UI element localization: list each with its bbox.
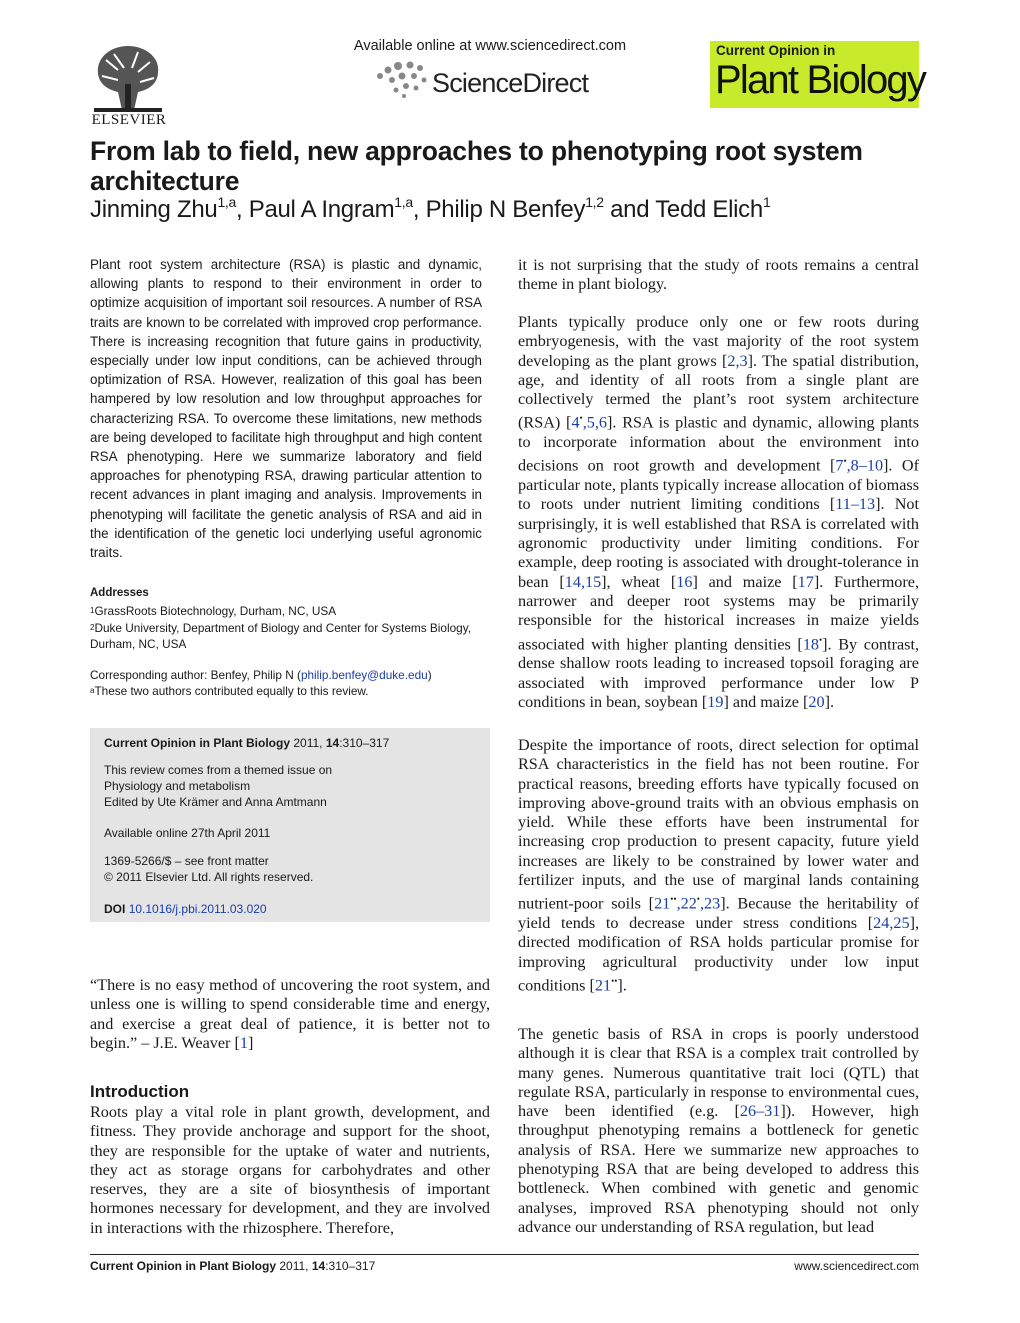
doi-label: DOI [104, 902, 126, 916]
citation-link[interactable]: ,22 [676, 894, 697, 913]
epigraph-quote [90, 976, 490, 1053]
address-sup: 1 [90, 606, 95, 615]
citation-link[interactable]: 4 [571, 413, 580, 432]
text: ]. Not surprisingly, it is well established that RSA is correlated with agronomic productivity under limiting conditions. For example, deep rooting is associated with drought-tolerance in bean [ [518, 495, 920, 591]
citation-link[interactable]: ,23 [699, 894, 721, 913]
corresponding-author [90, 667, 482, 683]
doi-link[interactable]: 10.1016/j.pbi.2011.03.020 [128, 902, 267, 916]
footer-website[interactable]: www.sciencedirect.com [794, 1259, 919, 1273]
author-name: Philip N Benfey [425, 196, 586, 223]
article-title: From lab to field, new approaches to phenotyping root system architecture [90, 136, 863, 196]
text: ], wheat [ [601, 572, 677, 591]
citation-mark: •• [611, 975, 618, 986]
text: ] and maize [ [723, 692, 809, 711]
author-affiliation: 1,a [217, 194, 236, 210]
sciencedirect-dots-icon [374, 60, 430, 100]
footer-volume: 14 [311, 1259, 326, 1273]
infobox-copyright: © 2011 Elsevier Ltd. All rights reserved. [104, 870, 314, 884]
citation-link[interactable]: 21 [654, 894, 671, 913]
corresponding-label: Corresponding author: Benfey, Philip N ( [90, 668, 301, 682]
journal-logo-title: Plant Biology [715, 58, 926, 102]
text: ], directed modification of RSA holds particular promise for improving agricultural productivity under low input conditions [ [518, 914, 919, 995]
address-text: Duke University, Department of Biology and Center for Systems Biology, Durham, NC, USA [90, 621, 472, 651]
citation-link[interactable]: 14,15 [564, 572, 602, 591]
author-separator: , [412, 196, 426, 223]
author-name: Tedd Elich [655, 196, 763, 223]
infobox-issn: 1369-5266/$ – see front matter [104, 854, 269, 868]
text: ]. By contrast, dense shallow roots leading to increased topsoil foraging are associated with improved performance under low P conditions in bean, soybean [ [518, 634, 919, 711]
footer-journal: Current Opinion in Plant Biology [90, 1259, 276, 1273]
infobox-year: 2011, [293, 736, 323, 750]
citation-mark: • [843, 456, 847, 467]
infobox-volume: 14 [325, 736, 340, 750]
infobox-journal: Current Opinion in Plant Biology [104, 736, 290, 750]
email-link[interactable]: philip.benfey@duke.edu [300, 668, 428, 682]
infobox-editors: Edited by Ute Krämer and Anna Amtmann [104, 795, 327, 809]
text: ]. The spatial distribution, age, and identity of all roots from a single plant are collectively termed the plant’s root system architecture (RSA) [ [518, 351, 920, 432]
citation-link[interactable]: 19 [707, 692, 724, 711]
author-separator: and [603, 196, 656, 223]
citation-link[interactable]: 24,25 [873, 914, 910, 933]
text: ]. Because the heritability of yield tends to decrease under stress conditions [ [518, 894, 919, 933]
infobox-issue-line: This review comes from a themed issue on [104, 763, 333, 777]
addresses-heading: Addresses [90, 587, 149, 599]
text: Despite the importance of roots, direct selection for optimal RSA characteristics in the field has not been routine. For practical reasons, breeding efforts have typically focused on improving above-ground traits with an obvious emphasis on yield. While these efforts have been instrumental for increasing crop production to present capacity, future yield increases are likely to be constrained by lower water and fertilizer inputs, and the use of marginal lands containing nutrient-poor soils [ [518, 736, 919, 913]
sciencedirect-logo[interactable]: ScienceDirect [432, 68, 589, 98]
citation-link[interactable]: ,5,6 [582, 413, 607, 432]
citation-mark: • [696, 894, 700, 905]
introduction-paragraph: Roots play a vital role in plant growth, development, and fitness. They provide anchorage and support for the shoot, they are responsible for the uptake of water and nutrients, they act as storage organs for carbohydrates and other reserves, they are a site of biosynthesis of important hormones necessary for development, and they are involved in interactions with the rhizosphere. Therefore, [90, 1103, 490, 1237]
text: ]. Furthermore, narrower and deeper root systems may be primarily responsible for the historical increases in maize yields associated with higher planting densities [ [518, 572, 920, 653]
footer-divider [90, 1254, 919, 1255]
author-list [90, 196, 920, 224]
equal-contribution-note [90, 683, 482, 699]
citation-link[interactable]: 1 [239, 1033, 248, 1052]
author-name: Jinming Zhu [90, 196, 218, 223]
citation-link[interactable]: 17 [797, 572, 814, 591]
body-paragraph [518, 736, 919, 996]
citation-link[interactable]: 21 [594, 976, 612, 995]
author-separator: , [236, 196, 249, 223]
quote-text: “There is no easy method of uncovering the root system, and unless one is willing to spend considerable time and energy, and exercise a great deal of patience, it is better not to begin.” – J.E. Weaver [ [90, 976, 490, 1052]
abstract-text: Plant root system architecture (RSA) is plastic and dynamic, allowing plants to respond to their environment in order to optimize acquisition of important soil resources. A number of RSA traits are known to be correlated with improved crop performance. There is increasing recognition that future gains in productivity, especially under low input conditions, can be achieved through optimization of RSA. However, realization of this goal has been hampered by low resolution and low throughput approaches for characterizing RSA. To overcome these limitations, new methods are being developed to facilitate high throughput and high content RSA phenotyping. Here we summarize laboratory and field approaches for phenotyping RSA, drawing particular attention to recent advances in plant imaging and analysis. Improvements in phenotyping will facilitate the genetic analysis of RSA and aid in the identification of the genetic loci underlying useful agronomic traits. [90, 257, 482, 561]
infobox-doi [104, 901, 267, 917]
text: Plants typically produce only one or few roots during embryogenesis, with the vast majority of the root system developing as the plant grows [ [518, 313, 919, 370]
citation-link[interactable]: ,8–10 [846, 456, 884, 475]
text: ] and maize [ [692, 572, 798, 591]
elsevier-tree-logo [88, 40, 168, 114]
infobox-pages: :310–317 [339, 736, 390, 750]
infobox-available: Available online 27th April 2011 [104, 826, 271, 840]
author-name: Paul A Ingram [248, 196, 395, 223]
citation-link[interactable]: 20 [808, 692, 825, 711]
infobox-issue-line: Physiology and metabolism [104, 779, 251, 793]
elsevier-wordmark: ELSEVIER [91, 112, 167, 128]
footer-citation [90, 1259, 375, 1273]
footer-pages: :310–317 [325, 1259, 376, 1273]
text: ]. RSA is plastic and dynamic, allowing plants to incorporate information about the environment into decisions on root growth and development [ [518, 413, 919, 475]
citation-mark: • [579, 413, 583, 424]
address-1 [90, 603, 482, 619]
body-paragraph [518, 1025, 919, 1237]
citation-link[interactable]: 2,3 [727, 351, 748, 370]
body-paragraph: it is not surprising that the study of roots remains a central theme in plant biology. [518, 256, 919, 294]
text: ]. [824, 692, 835, 711]
text: The genetic basis of RSA in crops is poorly understood although it is clear that RSA is a complex trait controlled by many genes. Numerous quantitative trait loci (QTL) that regulate RSA, particularly in response to environmental cues, have been identified (e.g. [ [518, 1025, 919, 1121]
citation-mark: •• [670, 894, 677, 905]
address-sup: 2 [90, 623, 95, 632]
author-affiliation: 1 [762, 194, 771, 210]
text: ]. [617, 976, 627, 995]
text: ]). However, high throughput phenotyping remains a bottleneck for genetic analysis of RSA. Here we summarize new approaches to phenotyping RSA that are being developed to address this bottleneck. When combined with genetic and genomic analyses, improved RSA phenotyping should not only advance our understanding of RSA regulation, but lead [518, 1102, 919, 1236]
body-paragraph [518, 313, 919, 712]
citation-link[interactable]: 7 [835, 456, 844, 475]
infobox-citation [104, 735, 389, 751]
journal-logo-small: Current Opinion in [716, 43, 836, 58]
equal-sup: a [90, 686, 95, 695]
text: ]. Of particular note, plants typically increase allocation of biomass to roots under nutrient limiting conditions [ [518, 456, 919, 514]
address-text: GrassRoots Biotechnology, Durham, NC, USA [94, 604, 337, 618]
citation-link[interactable]: 11–13 [835, 495, 876, 514]
equal-text: These two authors contributed equally to this review. [94, 684, 369, 698]
citation-mark: • [819, 634, 823, 645]
address-2 [90, 620, 482, 652]
citation-link[interactable]: 26–31 [739, 1102, 781, 1121]
section-heading-introduction: Introduction [90, 1082, 190, 1101]
available-online-text[interactable]: Available online at www.sciencedirect.com [353, 38, 627, 54]
citation-link[interactable]: 18 [802, 634, 819, 653]
footer-year: 2011, [279, 1259, 309, 1273]
author-affiliation: 1,a [394, 194, 413, 210]
corresponding-end: ) [427, 668, 432, 682]
quote-end: ] [247, 1033, 254, 1052]
citation-link[interactable]: 16 [676, 572, 693, 591]
author-affiliation: 1,2 [585, 194, 604, 210]
